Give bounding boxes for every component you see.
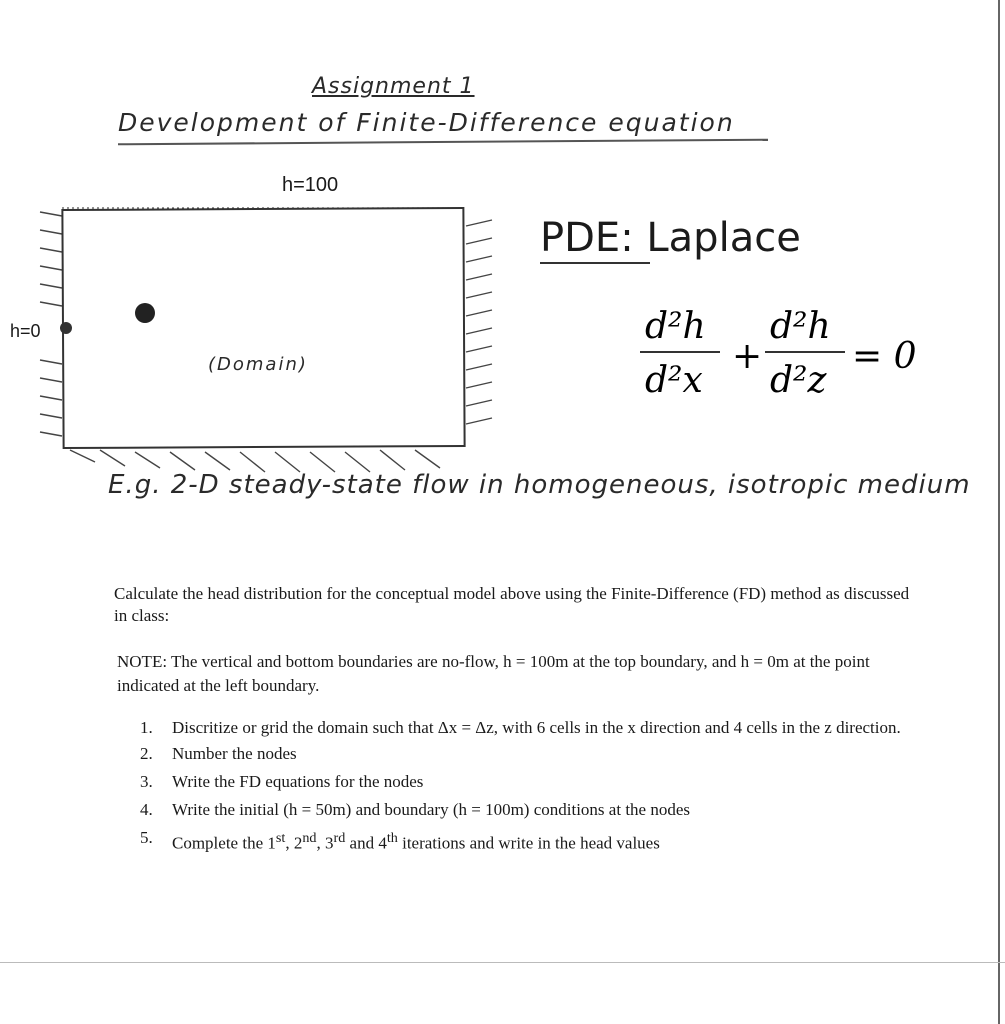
list-item-number: 1. <box>140 718 153 737</box>
pde-title: PDE: Laplace <box>540 215 801 261</box>
list-item <box>140 826 910 856</box>
term2-denominator: d²z <box>770 360 827 401</box>
list-item-number: 3. <box>140 772 153 791</box>
left-no-flow-hatch <box>40 212 62 436</box>
right-no-flow-hatch <box>466 220 492 424</box>
term1-denominator: d²x <box>645 360 703 401</box>
list-item <box>140 716 910 740</box>
list-item-number: 2. <box>140 744 153 763</box>
list-item <box>140 742 910 766</box>
assignment-title: Assignment 1 <box>312 74 475 99</box>
note-paragraph: NOTE: The vertical and bottom boundaries are no-flow, h = 100m at the top boundary, and h = 0m at the point indicated at the left boundary. <box>117 652 870 695</box>
intro-paragraph: Calculate the head distribution for the conceptual model above using the Finite-Difference (FD) method as discussed in class: <box>114 584 910 625</box>
list-item-number: 4. <box>140 800 153 819</box>
bottom-rule <box>0 962 1005 963</box>
list-item-text: Write the FD equations for the nodes <box>172 772 424 791</box>
list-item <box>140 798 910 822</box>
list-item-text: Discritize or grid the domain such that Δx = Δz, with 6 cells in the x direction and 4 cells in the z direction. <box>172 718 901 737</box>
assignment-subtitle: Development of Finite-Difference equation <box>118 108 735 137</box>
term1-numerator: d²h <box>645 306 706 347</box>
pde-underline <box>540 262 650 264</box>
term2-numerator: d²h <box>770 306 831 347</box>
page-edge <box>998 0 1000 1024</box>
task-list <box>140 716 910 860</box>
list-item-text: Number the nodes <box>172 744 297 763</box>
domain-label: (Domain) <box>208 354 308 375</box>
top-boundary-label: h=100 <box>282 174 339 196</box>
domain-box <box>61 207 465 449</box>
left-boundary-label: h=0 <box>10 321 41 341</box>
list-item <box>140 770 910 794</box>
example-caption: E.g. 2-D steady-state flow in homogeneous, isotropic medium <box>108 470 971 500</box>
laplace-equation <box>620 300 950 410</box>
bottom-no-flow-hatch <box>70 450 440 472</box>
list-item-text: Write the initial (h = 50m) and boundary (h = 100m) conditions at the nodes <box>172 800 690 819</box>
list-item-number: 5. <box>140 828 153 847</box>
plus-sign: + <box>732 336 763 377</box>
equals-zero: = 0 <box>852 336 917 377</box>
list-item-text: Complete the 1st, 2nd, 3rd and 4th iterations and write in the head values <box>172 830 660 853</box>
subtitle-underline <box>118 139 768 146</box>
